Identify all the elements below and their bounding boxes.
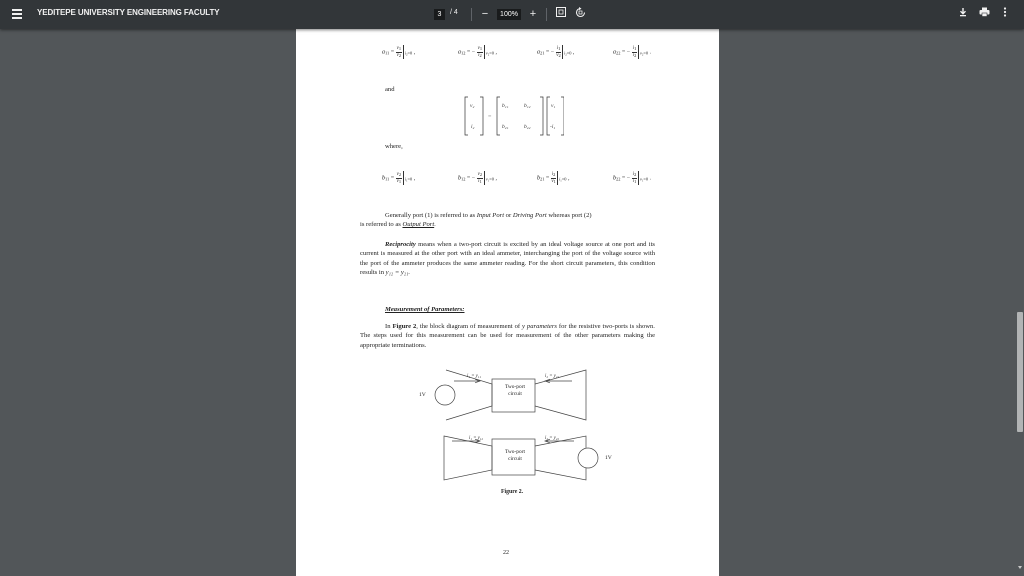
- section-heading: Measurement of Parameters:: [385, 306, 465, 313]
- matrix-b11: b₁₁: [502, 103, 509, 109]
- equation-a21: $a_{21}$ = − $\frac{i1}{v2}$ $_{i_2=0}$ ,: [537, 45, 575, 58]
- top-block-label: Two-port circuit: [505, 384, 525, 397]
- b-matrix-equation: [464, 95, 564, 137]
- zoom-in-button[interactable]: +: [529, 8, 537, 20]
- document-title: YEDITEPE UNIVERSITY ENGINEERING FACULTY: [37, 8, 220, 17]
- zoom-out-button[interactable]: −: [481, 8, 489, 20]
- and-label: and: [385, 86, 395, 93]
- scroll-down-arrow-icon[interactable]: [1018, 566, 1022, 570]
- top-i1-label: i₁ = y₁₁: [467, 374, 482, 379]
- matrix-b21: b₂₁: [502, 124, 509, 130]
- page-number-input[interactable]: 3: [434, 9, 445, 20]
- paragraph-ports-line1: Generally port (1) is referred to as Input Port or Driving Port whereas port (2): [385, 212, 592, 219]
- matrix-i2: i₂: [471, 124, 475, 130]
- matrix-neg-i1: -i₁: [550, 124, 556, 130]
- paragraph-reciprocity: Reciprocity means when a two-port circuit is excited by an ideal voltage source at one port and its current is measured at the other port with an ideal ammeter, interchanging the port of the voltage source with the port of the ammeter produces the same ammeter reading. For the short circuit parameters, this condition results in y₁₂ = y₂₁.: [360, 241, 655, 277]
- matrix-b12: b₁₂: [524, 103, 531, 109]
- equation-a22: $a_{22}$ = − $\frac{i1}{i2}$ $_{v_2=0}$ .: [613, 45, 652, 58]
- page-count: / 4: [450, 9, 458, 16]
- toolbar-divider: [546, 8, 547, 21]
- page-number: 22: [503, 550, 509, 556]
- matrix-b22: b₂₂: [524, 124, 531, 130]
- more-options-icon[interactable]: [998, 7, 1012, 21]
- top-i2-label: i₂ = y₂₁: [545, 374, 560, 379]
- paragraph-measurement: In Figure 2, the block diagram of measurement of y parameters for the resistive two-ports is shown. The steps used for this measurement can be used for measurement of the other parameters making the appropriate terminations.: [360, 323, 655, 349]
- where-label: where,: [385, 143, 403, 150]
- toolbar-divider: [471, 8, 472, 21]
- download-icon[interactable]: [956, 7, 970, 21]
- equation-b22: $b_{22}$ = − $\frac{i2}{i1}$ $_{v_1=0}$ .: [613, 171, 652, 184]
- equation-b12: $b_{12}$ = − $\frac{v2}{i1}$ $_{v_1=0}$ ,: [458, 171, 497, 184]
- scrollbar-thumb[interactable]: [1017, 312, 1023, 432]
- zoom-level-input[interactable]: 100%: [497, 9, 521, 20]
- menu-icon[interactable]: [10, 7, 24, 21]
- top-voltage-source: [435, 385, 455, 405]
- bottom-source-label: 1V: [605, 455, 612, 461]
- paragraph-ports-line2: is referred to as Output Port.: [360, 221, 436, 228]
- bottom-i2-label: i₂ = y₂₂: [545, 436, 560, 441]
- fit-page-icon[interactable]: [554, 7, 568, 21]
- equation-b11: $b_{11}$ = $\frac{v2}{v1}$ $_{i_1=0}$ ,: [382, 171, 416, 184]
- bottom-block-label: Two-port circuit: [505, 449, 525, 462]
- rotate-icon[interactable]: [573, 7, 587, 21]
- matrix-equals: =: [488, 114, 492, 120]
- matrix-v1: v₁: [551, 103, 556, 109]
- bottom-left-connector: [444, 436, 492, 480]
- figure-caption: Figure 2.: [501, 489, 524, 495]
- top-source-label: 1V: [419, 392, 426, 398]
- pdf-page: [296, 29, 719, 576]
- print-icon[interactable]: [977, 7, 991, 21]
- bottom-voltage-source: [578, 448, 598, 468]
- equation-b21: $b_{21}$ = $\frac{i2}{v1}$ $_{i_1=0}$ ,: [537, 171, 570, 184]
- pdf-toolbar: [0, 0, 1024, 29]
- equation-a12: $a_{12}$ = − $\frac{v1}{i2}$ $_{v_2=0}$ ,: [458, 45, 497, 58]
- scrollbar[interactable]: [1015, 29, 1024, 576]
- bottom-i1-label: i₁ = y₁₂: [469, 436, 484, 441]
- matrix-v2: v₂: [470, 103, 475, 109]
- equation-a11: $a_{11}$ = $\frac{v1}{v2}$ $_{i_2=0}$ ,: [382, 45, 416, 58]
- top-right-connector: [535, 370, 586, 420]
